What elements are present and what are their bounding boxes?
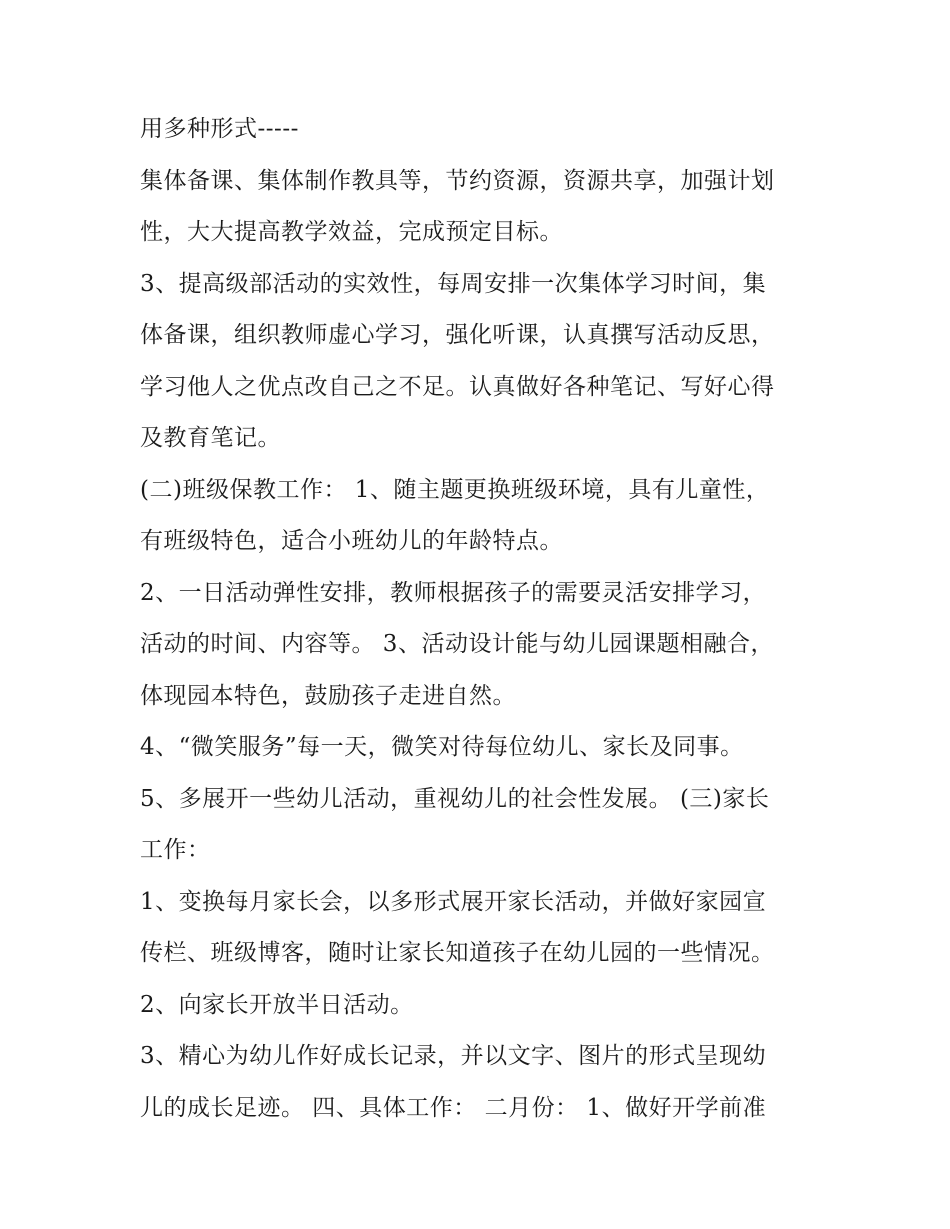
text-line: 传栏、班级博客，随时让家长知道孩子在幼儿园的一些情况。 xyxy=(140,940,775,966)
text-line: 学习他人之优点改自己之不足。认真做好各种笔记、写好心得 xyxy=(140,373,775,400)
text-line: (二)班级保教工作： 1、随主题更换班级环境，具有儿童性， xyxy=(140,476,770,503)
text-line: 工作： xyxy=(140,837,211,863)
text-line: 体备课，组织教师虚心学习，强化听课，认真撰写活动反思， xyxy=(140,322,775,348)
text-line: 3、提高级部活动的实效性，每周安排一次集体学习时间，集 xyxy=(140,270,767,297)
text-line: 2、向家长开放半日活动。 xyxy=(140,991,414,1018)
text-line: 有班级特色，适合小班幼儿的年龄特点。 xyxy=(140,528,563,554)
text-line: 用多种形式----- xyxy=(140,116,299,142)
text-line: 活动的时间、内容等。 3、活动设计能与幼儿园课题相融合， xyxy=(140,631,774,657)
text-line: 3、精心为幼儿作好成长记录，并以文字、图片的形式呈现幼 xyxy=(140,1043,767,1069)
text-line: 5、多展开一些幼儿活动，重视幼儿的社会性发展。 (三)家长 xyxy=(140,785,770,812)
text-line: 1、变换每月家长会，以多形式展开家长活动，并做好家园宣 xyxy=(140,888,767,915)
text-line: 儿的成长足迹。 四、具体工作： 二月份： 1、做好开学前准 xyxy=(140,1094,767,1121)
text-line: 集体备课、集体制作教具等，节约资源，资源共享，加强计划 xyxy=(140,167,775,194)
text-line: 性，大大提高教学效益，完成预定目标。 xyxy=(140,219,563,245)
text-line: 体现园本特色，鼓励孩子走进自然。 xyxy=(140,682,516,709)
document-body xyxy=(140,104,830,1134)
text-line: 及教育笔记。 xyxy=(140,425,281,451)
text-line: 4、“微笑服务”每一天，微笑对待每位幼儿、家长及同事。 xyxy=(140,734,744,760)
text-line: 2、一日活动弹性安排，教师根据孩子的需要灵活安排学习， xyxy=(140,579,767,606)
